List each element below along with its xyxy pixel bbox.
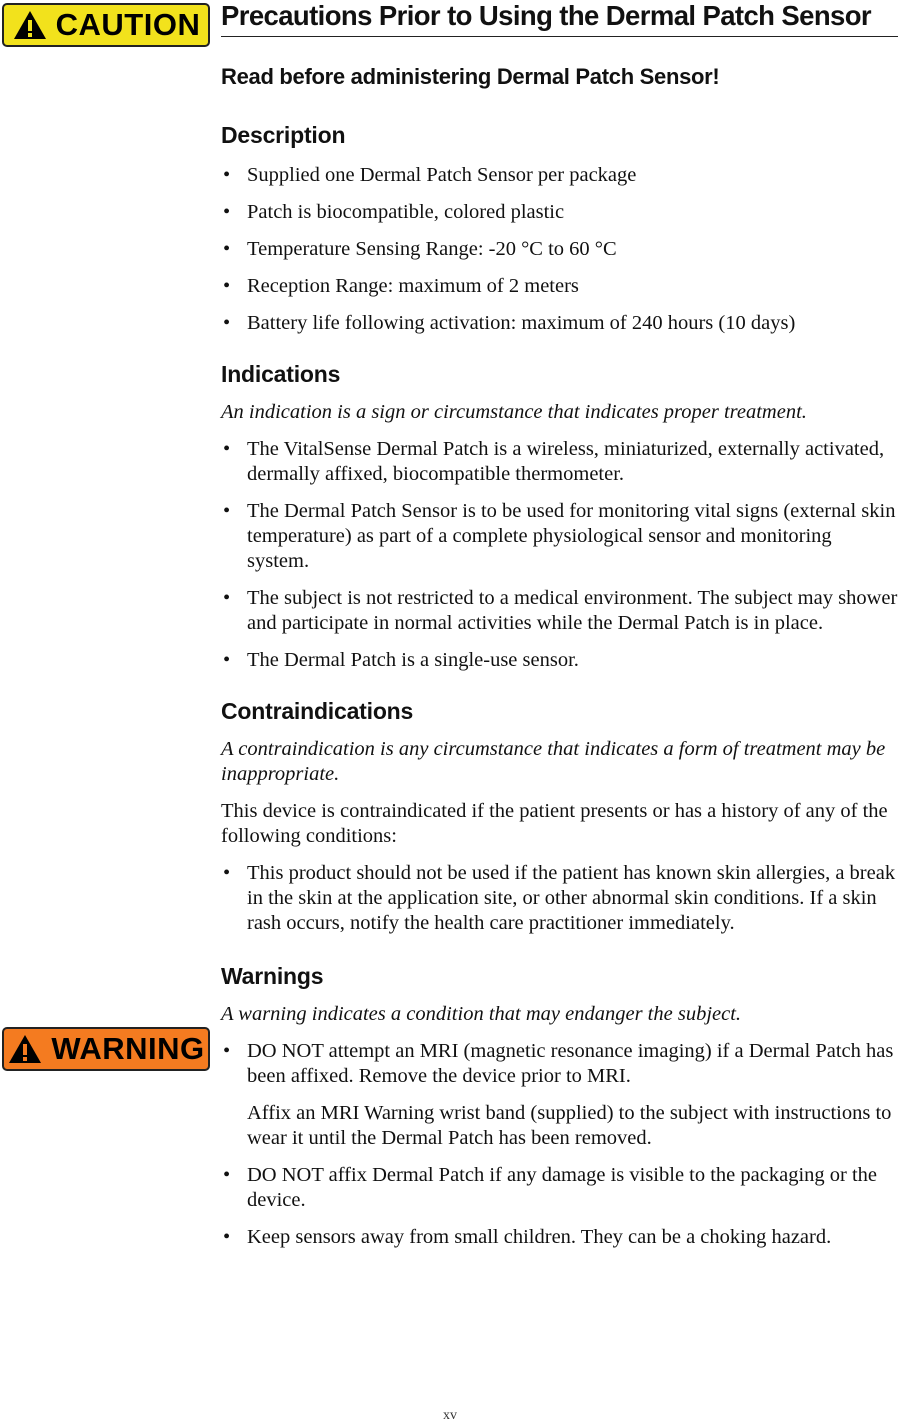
warning-badge xyxy=(2,1027,210,1071)
list-item xyxy=(221,1039,898,1151)
indications-heading: Indications xyxy=(221,361,341,387)
list-item-subparagraph: Affix an MRI Warning wrist band (supplied) to the subject with instructions to wear it until the Dermal Patch has been removed. xyxy=(247,1102,892,1149)
warnings-list xyxy=(221,1039,898,1250)
list-item: • This product should not be used if the patient has known skin allergies, a break in the skin at the application site, or other abnormal skin conditions. If a skin rash occurs, notify the health care practitioner immediately. xyxy=(221,861,898,936)
list-item: • Patch is biocompatible, colored plastic xyxy=(221,200,898,225)
page-title: Precautions Prior to Using the Dermal Patch Sensor xyxy=(221,0,898,37)
list-item: • DO NOT affix Dermal Patch if any damage is visible to the packaging or the device. xyxy=(221,1163,898,1213)
warning-label: WARNING xyxy=(51,1031,205,1066)
caution-label: CAUTION xyxy=(55,7,201,42)
list-item: • The subject is not restricted to a medical environment. The subject may shower and participate in normal activities while the Dermal Patch is in place. xyxy=(221,586,898,636)
contraindications-list xyxy=(221,861,898,936)
description-heading: Description xyxy=(221,122,346,148)
caution-badge xyxy=(2,3,210,47)
list-item: • Keep sensors away from small children. They can be a choking hazard. xyxy=(221,1225,898,1250)
list-item: • Battery life following activation: maximum of 240 hours (10 days) xyxy=(221,311,898,336)
list-item: • Supplied one Dermal Patch Sensor per package xyxy=(221,163,898,188)
warning-triangle-icon xyxy=(7,1033,43,1065)
contraindications-paragraph: This device is contraindicated if the patient presents or has a history of any of the following conditions: xyxy=(221,800,888,847)
warning-triangle-icon xyxy=(12,9,48,41)
warnings-intro: A warning indicates a condition that may endanger the subject. xyxy=(221,1003,742,1025)
description-list xyxy=(221,163,898,336)
list-item: • Reception Range: maximum of 2 meters xyxy=(221,274,898,299)
indications-intro: An indication is a sign or circumstance that indicates proper treatment. xyxy=(221,401,807,423)
list-item: • Temperature Sensing Range: -20 °C to 60 °C xyxy=(221,237,898,262)
warnings-heading: Warnings xyxy=(221,963,324,989)
contraindications-intro: A contraindication is any circumstance that indicates a form of treatment may be inappropriate. xyxy=(221,738,886,785)
page-subtitle: Read before administering Dermal Patch Sensor! xyxy=(221,64,720,89)
indications-list xyxy=(221,437,898,673)
page-number: xv xyxy=(443,1408,457,1423)
list-item: • The Dermal Patch is a single-use sensor. xyxy=(221,648,898,673)
page-content xyxy=(221,0,898,1250)
list-item: • The Dermal Patch Sensor is to be used for monitoring vital signs (external skin temperature) as part of a complete physiological sensor and monitoring system. xyxy=(221,499,898,574)
contraindications-heading: Contraindications xyxy=(221,698,414,724)
list-item-text: DO NOT attempt an MRI (magnetic resonance imaging) if a Dermal Patch has been affixed. Remove the device prior to MRI. xyxy=(247,1040,894,1087)
list-item: • The VitalSense Dermal Patch is a wireless, miniaturized, externally activated, dermally affixed, biocompatible thermometer. xyxy=(221,437,898,487)
